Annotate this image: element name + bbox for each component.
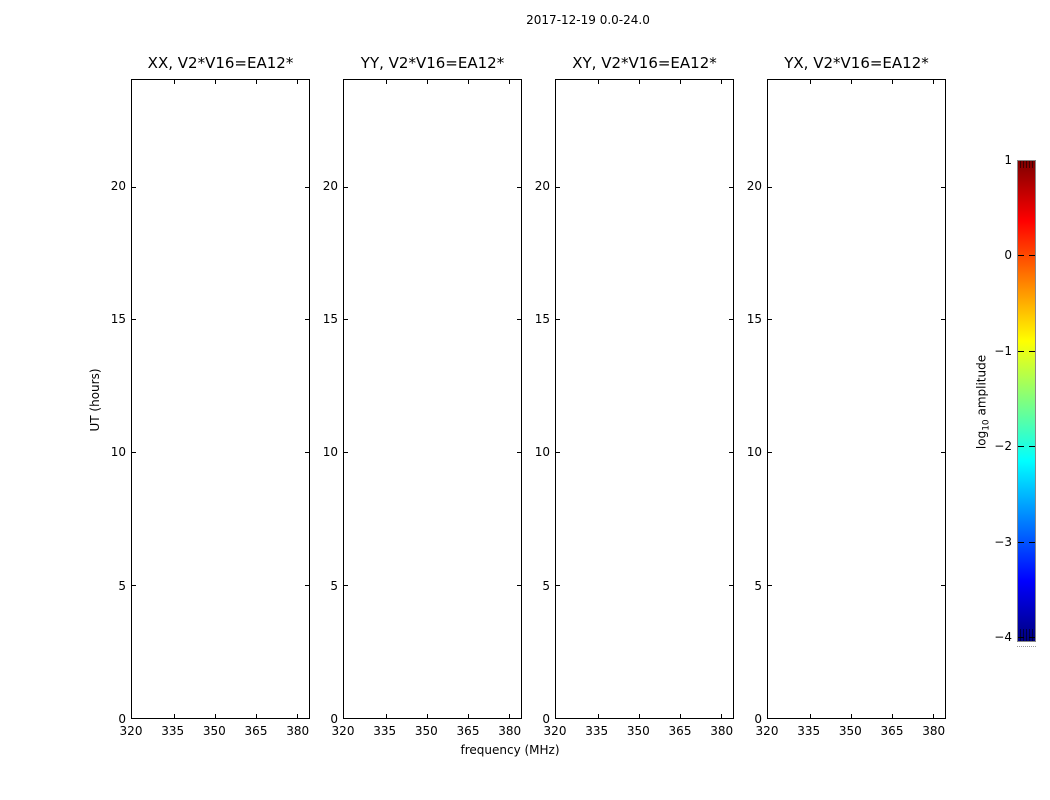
x-tick-mark-top	[386, 80, 387, 84]
x-tick-label: 335	[797, 724, 821, 738]
y-tick-label: 0	[542, 712, 550, 726]
y-tick-label: 15	[322, 312, 338, 326]
y-tick-label: 20	[746, 178, 762, 193]
x-tick-label: 380	[922, 724, 946, 738]
colorbar-over-hatch	[1018, 161, 1035, 168]
x-tick-mark-top	[639, 80, 640, 84]
colorbar-tick-mark-right	[1029, 542, 1035, 543]
x-tick-mark-bottom	[851, 714, 852, 718]
y-tick-label: 0	[330, 712, 338, 726]
colorbar-tick-mark-left	[1018, 637, 1024, 638]
y-tick-mark-left	[132, 319, 136, 320]
y-tick-mark-right	[941, 452, 945, 453]
x-tick-mark-top	[721, 80, 722, 84]
x-tick-label: 335	[585, 724, 609, 738]
colorbar-label	[974, 355, 991, 449]
x-tick-label: 320	[755, 724, 779, 738]
x-tick-mark-bottom	[386, 714, 387, 718]
y-tick-label: 15	[534, 312, 550, 326]
plot-area-xx	[131, 79, 310, 719]
colorbar-label-prefix: log	[974, 430, 989, 450]
y-tick-mark-left	[768, 585, 772, 586]
colorbar-tick-mark-left	[1018, 255, 1024, 256]
x-tick-label: 350	[838, 724, 862, 738]
x-tick-mark-top	[256, 80, 257, 84]
x-tick-mark-top	[174, 80, 175, 84]
x-tick-mark-top	[598, 80, 599, 84]
y-tick-mark-left	[768, 319, 772, 320]
y-tick-mark-left	[556, 187, 560, 188]
x-tick-label: 380	[286, 724, 310, 738]
x-tick-mark-bottom	[639, 714, 640, 718]
x-tick-label: 335	[161, 724, 185, 738]
y-tick-label: 0	[118, 712, 126, 726]
x-tick-mark-bottom	[680, 714, 681, 718]
x-tick-mark-bottom	[892, 714, 893, 718]
x-tick-mark-top	[509, 80, 510, 84]
x-tick-label: 365	[668, 724, 692, 738]
x-tick-mark-top	[297, 80, 298, 84]
y-tick-mark-left	[132, 452, 136, 453]
y-tick-label: 10	[322, 445, 338, 460]
x-axis-label: frequency (MHz)	[460, 743, 560, 757]
y-axis-label: UT (hours)	[88, 368, 102, 432]
colorbar-tick-mark-left	[1018, 446, 1024, 447]
x-tick-mark-bottom	[427, 714, 428, 718]
y-tick-label: 5	[754, 578, 762, 593]
x-tick-mark-top	[851, 80, 852, 84]
y-tick-label: 10	[534, 445, 550, 460]
x-tick-mark-bottom	[933, 714, 934, 718]
plot-area-xy	[555, 79, 734, 719]
x-tick-mark-bottom	[810, 714, 811, 718]
y-tick-mark-left	[556, 585, 560, 586]
colorbar-tick-label: −2	[994, 439, 1012, 454]
x-tick-mark-bottom	[598, 714, 599, 718]
x-tick-mark-top	[468, 80, 469, 84]
colorbar-tick-label: −3	[994, 534, 1012, 549]
colorbar-label-subscript: 10	[981, 419, 992, 431]
y-tick-mark-right	[941, 585, 945, 586]
x-tick-mark-bottom	[256, 714, 257, 718]
y-tick-label: 5	[542, 578, 550, 593]
y-tick-label: 20	[322, 178, 338, 193]
y-tick-label: 5	[118, 578, 126, 593]
x-tick-label: 335	[373, 724, 397, 738]
y-tick-mark-left	[768, 187, 772, 188]
y-tick-label: 20	[110, 178, 126, 193]
x-tick-mark-top	[933, 80, 934, 84]
plot-area-yx	[767, 79, 946, 719]
x-tick-label: 350	[202, 724, 226, 738]
plot-area-yy	[343, 79, 522, 719]
y-tick-mark-left	[556, 319, 560, 320]
y-tick-mark-left	[344, 187, 348, 188]
colorbar-label-suffix: amplitude	[974, 354, 989, 420]
figure-title: 2017-12-19 0.0-24.0	[526, 13, 650, 27]
x-tick-label: 365	[244, 724, 268, 738]
colorbar-tick-mark-right	[1029, 637, 1035, 638]
x-tick-label: 365	[456, 724, 480, 738]
x-tick-label: 320	[331, 724, 355, 738]
subplot-title-yx: YX, V2*V16=EA12*	[784, 54, 929, 72]
colorbar-tick-mark-left	[1018, 542, 1024, 543]
x-tick-label: 350	[414, 724, 438, 738]
colorbar-tick-mark-left	[1018, 351, 1024, 352]
x-tick-mark-bottom	[468, 714, 469, 718]
x-tick-label: 320	[119, 724, 143, 738]
y-tick-label: 10	[110, 445, 126, 460]
subplot-title-xy: XY, V2*V16=EA12*	[572, 54, 717, 72]
colorbar-tick-label: −1	[994, 343, 1012, 358]
y-tick-mark-left	[132, 585, 136, 586]
y-tick-mark-left	[344, 452, 348, 453]
colorbar-gradient	[1017, 160, 1036, 642]
colorbar-tick-label: 1	[1004, 153, 1012, 167]
y-tick-label: 0	[754, 712, 762, 726]
y-tick-mark-left	[344, 319, 348, 320]
x-tick-mark-top	[215, 80, 216, 84]
y-tick-label: 5	[330, 578, 338, 593]
x-tick-mark-top	[680, 80, 681, 84]
x-tick-label: 320	[543, 724, 567, 738]
colorbar-tick-mark-right	[1029, 351, 1035, 352]
colorbar-tick-label: 0	[1004, 248, 1012, 263]
x-tick-label: 365	[880, 724, 904, 738]
subplot-title-yy: YY, V2*V16=EA12*	[360, 54, 505, 72]
x-tick-label: 350	[626, 724, 650, 738]
y-tick-label: 20	[534, 178, 550, 193]
y-tick-mark-left	[132, 187, 136, 188]
y-tick-label: 10	[746, 445, 762, 460]
y-tick-label: 15	[110, 312, 126, 326]
y-tick-mark-right	[941, 319, 945, 320]
x-tick-mark-top	[810, 80, 811, 84]
colorbar-tick-mark-right	[1029, 446, 1035, 447]
x-tick-mark-bottom	[174, 714, 175, 718]
x-tick-mark-bottom	[215, 714, 216, 718]
colorbar-under-hatch	[1018, 629, 1035, 641]
x-tick-mark-top	[427, 80, 428, 84]
x-tick-label: 380	[710, 724, 734, 738]
subplot-title-xx: XX, V2*V16=EA12*	[147, 54, 294, 72]
x-tick-mark-top	[892, 80, 893, 84]
y-tick-mark-left	[556, 452, 560, 453]
y-tick-mark-right	[941, 187, 945, 188]
y-tick-mark-left	[768, 452, 772, 453]
colorbar-tick-label: −4	[994, 630, 1012, 644]
y-tick-mark-left	[344, 585, 348, 586]
x-tick-label: 380	[498, 724, 522, 738]
y-tick-label: 15	[746, 312, 762, 326]
colorbar-extend-dots	[1017, 646, 1036, 647]
colorbar-tick-mark-right	[1029, 255, 1035, 256]
